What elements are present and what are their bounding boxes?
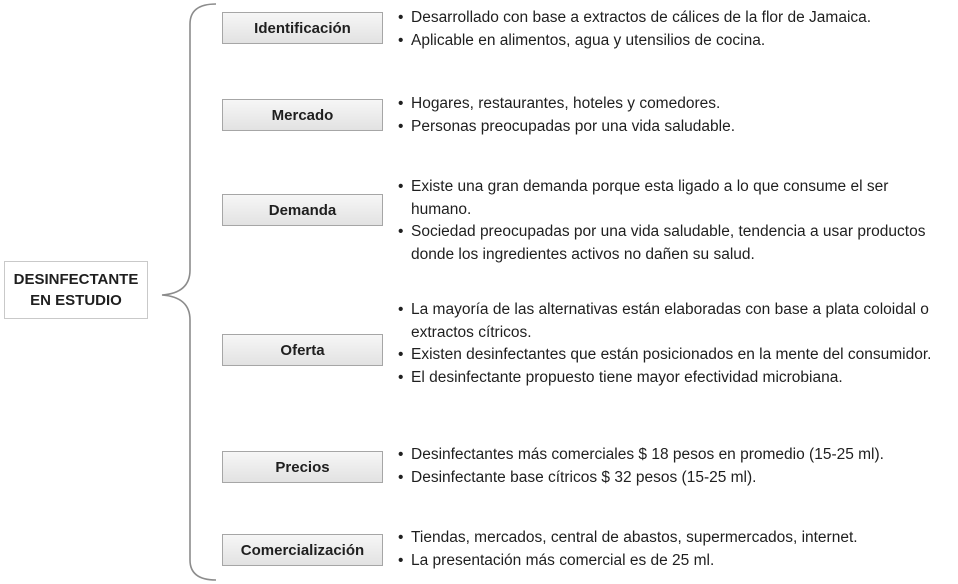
bullet-item: • La presentación más comercial es de 25 ml. (398, 550, 943, 573)
bullet-item: • Sociedad preocupadas por una vida saludable, tendencia a usar productos donde los ingredientes activos no dañen su salud. (398, 221, 943, 266)
category-label: Precios (275, 458, 330, 476)
category-precios (222, 451, 383, 483)
root-title-line2: EN ESTUDIO (30, 292, 122, 309)
bullet-item: • Desinfectante base cítricos $ 32 pesos (15-25 ml). (398, 467, 943, 490)
category-label: Demanda (268, 201, 337, 219)
bullet-list-demanda (398, 176, 943, 266)
bullet-item: • Hogares, restaurantes, hoteles y comedores. (398, 93, 943, 116)
bullet-item: • Tiendas, mercados, central de abastos, supermercados, internet. (398, 527, 943, 550)
bullet-item: • Aplicable en alimentos, agua y utensilios de cocina. (398, 30, 943, 53)
bullet-list-identificacion (398, 7, 943, 52)
bullet-list-comercializacion (398, 527, 943, 572)
bullet-item: • Desarrollado con base a extractos de cálices de la flor de Jamaica. (398, 7, 943, 30)
category-label: Identificación (254, 19, 351, 37)
bullet-item: • Existen desinfectantes que están posicionados en la mente del consumidor. (398, 344, 943, 367)
bullet-list-precios (398, 444, 943, 489)
bullet-list-oferta (398, 299, 943, 389)
category-label: Mercado (271, 106, 334, 124)
category-mercado (222, 99, 383, 131)
category-oferta (222, 334, 383, 366)
category-label: Comercialización (240, 541, 365, 559)
bullet-item: • El desinfectante propuesto tiene mayor efectividad microbiana. (398, 367, 943, 390)
category-identificacion (222, 12, 383, 44)
category-label: Oferta (280, 341, 325, 359)
category-comercializacion (222, 534, 383, 566)
bullet-item: • Existe una gran demanda porque esta ligado a lo que consume el ser humano. (398, 176, 943, 221)
category-demanda (222, 194, 383, 226)
root-title-line1: DESINFECTANTE (13, 271, 139, 288)
bullet-item: • Desinfectantes más comerciales $ 18 pesos en promedio (15-25 ml). (398, 444, 943, 467)
bullet-list-mercado (398, 93, 943, 138)
bullet-item: • Personas preocupadas por una vida saludable. (398, 116, 943, 139)
bullet-item: • La mayoría de las alternativas están elaboradas con base a plata coloidal o extractos cítricos. (398, 299, 943, 344)
